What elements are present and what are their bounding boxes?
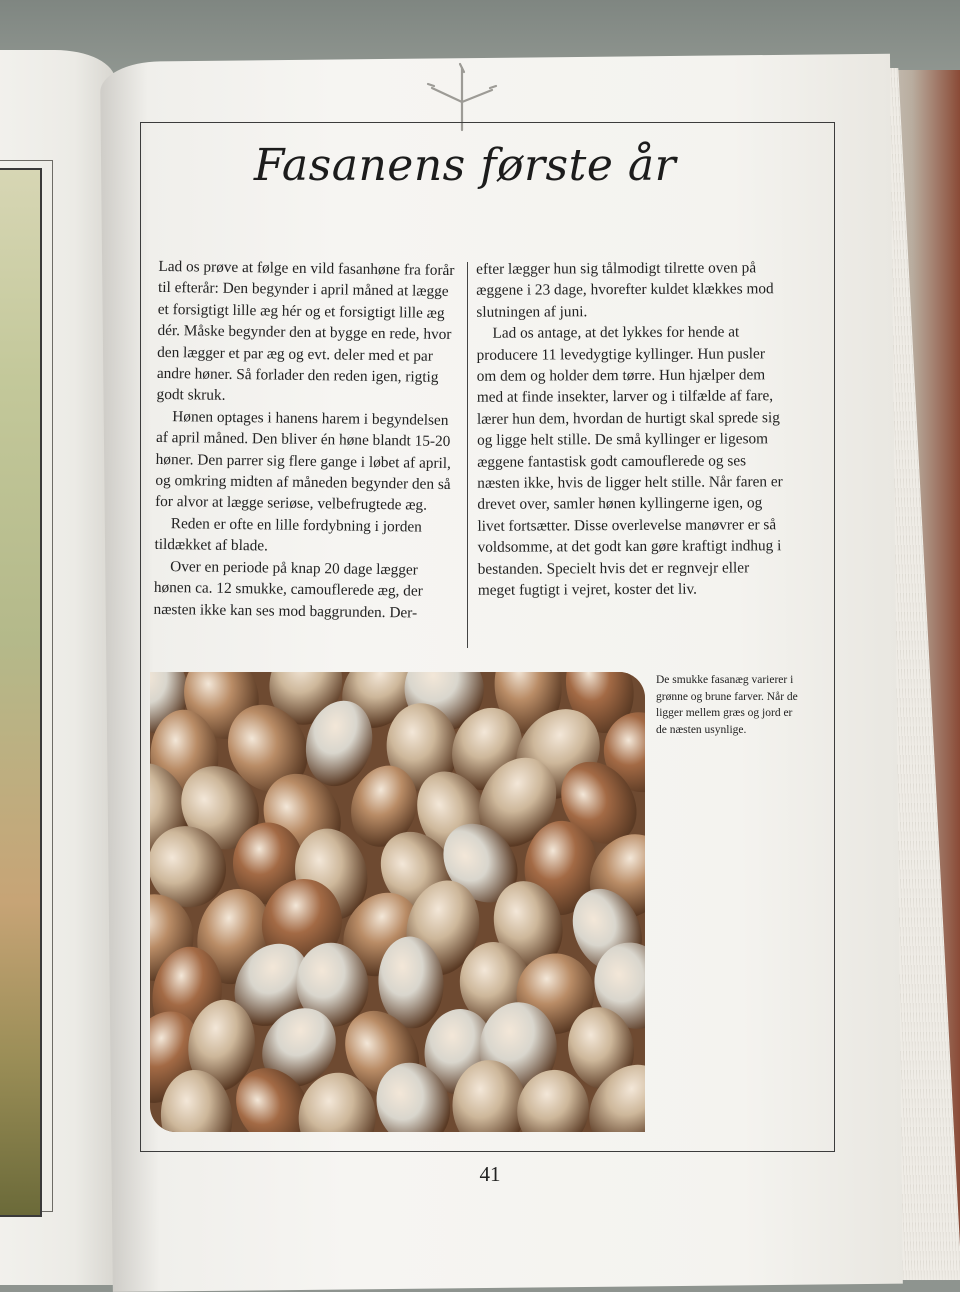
left-page-photo (0, 168, 42, 1217)
paragraph: Over en periode på knap 20 dage lægger hønen ca. 12 smukke, camouflerede æg, der næsten ikke kan ses mod baggrunden. Der- (153, 557, 423, 622)
column-divider (467, 262, 468, 648)
paragraph: Lad os prøve at følge en vild fasanhøne fra forår til efterår: Den begynder i april måned at lægge et forsigtigt lille æg hér og et forsigtigt lille æg dér. Måske begynder den at bygge en rede, hvor den lægger et par æg og evt. deler med et par andre høner. Så forlader den reden igen, rigtig godt skruk. (156, 257, 455, 405)
paragraph: Lad os antage, at det lykkes for hende at producere 11 levedygtige kyllinger. Hun pusler om dem og holder dem tørre. Hun hjælper dem med at finde insekter, larver og i tilfælde af fare, lærer hun dem, hvordan de hurtigt skal sprede sig og ligge helt stille. De små kyllinger er ligesom æggene fantastisk godt camouflerede og ses næsten ikke, hvis de ligger helt stille. Når faren er drevet over, samler hønen kyllingerne igen, og livet fortsætter. Disse overlevelse manøvrer er så voldsomme, at det godt kan gøre kraftigt indhug i bestanden. Specielt hvis det er regnvejr eller meget fugtigt i vejret, koster det liv. (476, 323, 783, 599)
photo-caption: De smukke fasanæg varierer i grønne og brune farver. Når de ligger mellem græs og jord er de næsten usynlige. (656, 674, 798, 736)
eggs-illustration (150, 672, 645, 1132)
left-page (0, 50, 115, 1285)
paragraph: efter lægger hun sig tålmodigt tilrette oven på æggene i 23 dage, hvorefter kuldet klækkes mod slutningen af juni. (476, 259, 774, 321)
pheasant-eggs-photo (150, 672, 645, 1132)
page-number: 41 (479, 1162, 501, 1186)
text-column-left (153, 256, 462, 624)
page-title: Fasanens første år (253, 140, 677, 191)
paragraph: Reden er ofte en lille fordybning i jorden tildækket af blade. (154, 514, 422, 555)
paragraph: Hønen optages i hanens harem i begyndelsen af april måned. Den bliver én høne blandt 15-20 høner. Den parrer sig flere gange i løbet af april, og omkring midten af måneden begynder den så for alvor at lægge seriøse, velbefrugtede æg. (155, 407, 452, 515)
text-column-right (476, 257, 784, 601)
